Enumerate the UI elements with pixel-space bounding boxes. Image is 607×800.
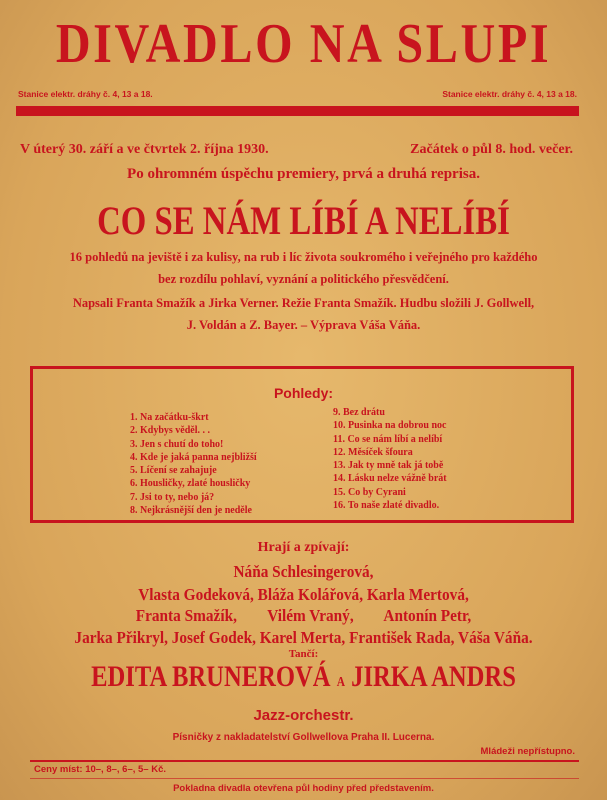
dancers — [55, 660, 553, 694]
start-time: Začátek o půl 8. hod. večer. — [410, 142, 573, 157]
play-title: CO SE NÁM LÍBÍ A NELÍBÍ — [97, 198, 510, 243]
performance-dates: V úterý 30. září a ve čtvrtek 2. října 1930. — [20, 142, 269, 157]
scenes-heading: Pohledy: — [273, 385, 334, 401]
scene-item: 7. Jsi to ty, nebo já? — [130, 491, 215, 503]
age-restriction: Mládeži nepřístupno. — [480, 746, 575, 757]
scene-item: 5. Líčení se zahajuje — [130, 465, 217, 477]
scene-item: 11. Co se nám líbí a nelíbí — [333, 433, 443, 445]
scenes-list-right — [333, 406, 447, 512]
scene-item: 8. Nejkrásnější den je neděle — [130, 505, 252, 517]
scene-item: 10. Pusinka na dobrou noc — [333, 420, 447, 432]
scene-item: 16. To naše zlaté divadlo. — [333, 500, 440, 512]
play-description-1: 16 pohledů na jeviště i za kulisy, na rub i líc života soukromého i veřejného pro každého — [69, 250, 538, 264]
cast-line-4: Jarka Přikryl, Josef Godek, Karel Merta, František Rada, Váša Váňa. — [74, 628, 533, 647]
play-description-2: bez rozdílu pohlaví, vyznání a politického přesvědčení. — [158, 272, 449, 286]
tram-stop-note-left: Stanice elektr. dráhy č. 4, 13 a 18. — [18, 89, 153, 99]
box-office-note: Pokladna divadla otevřena půl hodiny před představením. — [173, 783, 434, 794]
reprise-note: Po ohromném úspěchu premiery, prvá a druhá reprisa. — [127, 166, 480, 182]
ticket-prices: Ceny míst: 10–, 8–, 6–, 5– Kč. — [34, 764, 167, 775]
scene-item: 14. Lásku nelze vážně brát — [333, 473, 447, 485]
footer-rule-2 — [30, 778, 579, 779]
scene-item: 3. Jen s chutí do toho! — [130, 438, 224, 450]
credits-2: J. Voldán a Z. Bayer. – Výprava Váša Váňa. — [186, 318, 421, 332]
credits-1: Napsali Franta Smažík a Jirka Verner. Režie Franta Smažík. Hudbu složili J. Gollwell, — [72, 296, 535, 310]
theatre-name: DIVADLO NA SLUPI — [55, 13, 552, 75]
scenes-list-left — [130, 411, 257, 517]
dancer-conjunction: A — [336, 675, 346, 690]
scene-item: 13. Jak ty mně tak já tobě — [333, 460, 444, 472]
dancer-1: EDITA BRUNEROVÁ — [91, 660, 331, 693]
dancer-2: JIRKA ANDRS — [351, 660, 516, 693]
scene-item: 9. Bez drátu — [333, 407, 385, 418]
dance-heading: Tančí: — [288, 648, 319, 660]
scene-item: 15. Co by Cyrani — [333, 486, 406, 498]
cast-line-2: Vlasta Godeková, Bláža Kolářová, Karla Mertová, — [138, 585, 469, 604]
scene-item: 1. Na začátku-škrt — [130, 412, 209, 423]
songs-publisher: Písničky z nakladatelství Gollwellova Praha II. Lucerna. — [172, 732, 435, 743]
footer-rule-1 — [30, 760, 579, 762]
cast-line-1: Náňa Schlesingerová, — [233, 562, 374, 581]
cast-line-3: Franta Smažík, Vilém Vraný, Antonín Petr, — [135, 606, 472, 625]
scene-item: 2. Kdybys věděl. . . — [130, 425, 211, 437]
scene-item: 12. Měsíček šfoura — [333, 446, 413, 458]
scene-item: 6. Housličky, zlaté housličky — [130, 478, 251, 490]
scene-item: 4. Kde je jaká panna nejbližší — [130, 451, 257, 463]
header-rule — [16, 106, 579, 116]
orchestra: Jazz-orchestr. — [253, 707, 354, 724]
cast-heading: Hrají a zpívají: — [257, 540, 350, 555]
tram-stop-note-right: Stanice elektr. dráhy č. 4, 13 a 18. — [442, 89, 577, 99]
